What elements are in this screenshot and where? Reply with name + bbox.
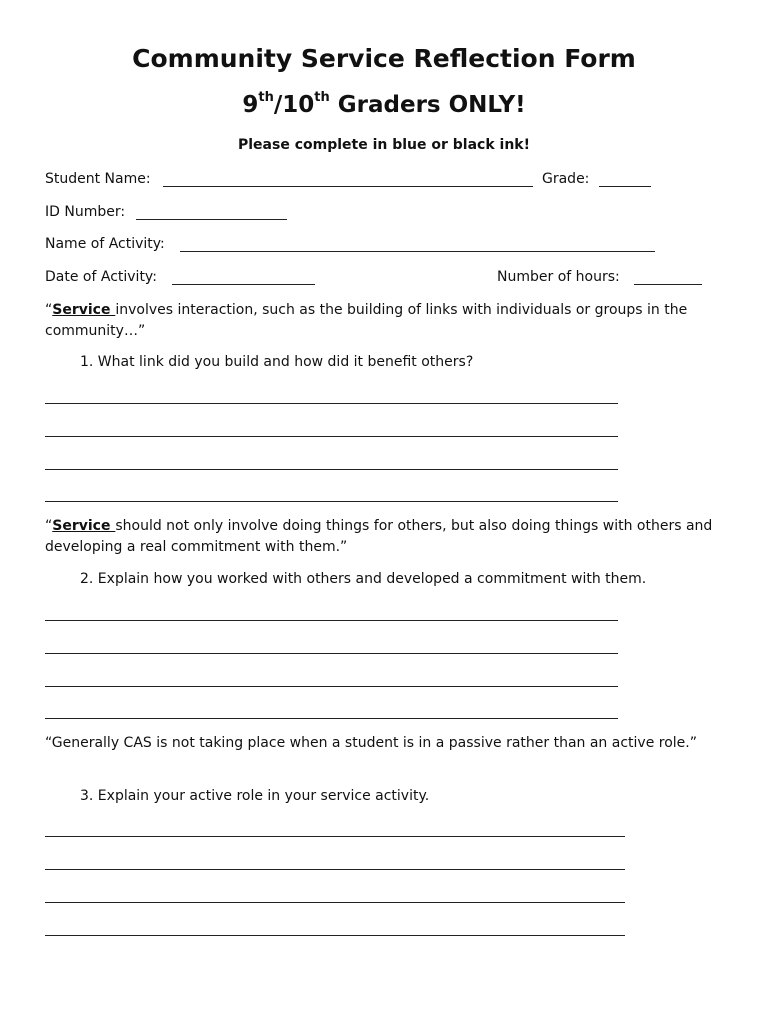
answer-line-2b[interactable] [45,653,618,654]
ink-instruction: Please complete in blue or black ink! [238,137,530,153]
activity-name-label: Name of Activity: [45,236,165,252]
student-name-line[interactable] [163,186,533,187]
answer-line-2a[interactable] [45,620,618,621]
answer-line-1d[interactable] [45,501,618,502]
answer-line-1a[interactable] [45,403,618,404]
answer-line-3b[interactable] [45,869,625,870]
question-3: 3. Explain your active role in your service activity. [80,788,430,804]
service-quote-1: “Service involves interaction, such as the building of links with individuals or groups in the community…” [45,302,688,339]
activity-date-label: Date of Activity: [45,269,157,285]
answer-line-1b[interactable] [45,436,618,437]
hours-line[interactable] [634,284,702,285]
answer-line-2d[interactable] [45,718,618,719]
answer-line-1c[interactable] [45,469,618,470]
service-quote-2: “Service should not only involve doing things for others, but also doing things with others and developing a real commitment with them.” [45,518,713,555]
question-2: 2. Explain how you worked with others and developed a commitment with them. [80,571,647,587]
answer-line-2c[interactable] [45,686,618,687]
answer-line-3a[interactable] [45,836,625,837]
cas-quote: “Generally CAS is not taking place when a student is in a passive rather than an active role.” [45,735,697,751]
grade-heading: 9th/10th Graders ONLY! [242,90,526,118]
answer-line-3d[interactable] [45,935,625,936]
activity-name-line[interactable] [180,251,655,252]
activity-date-line[interactable] [172,284,315,285]
student-name-label: Student Name: [45,171,151,187]
hours-label: Number of hours: [497,269,620,285]
id-number-label: ID Number: [45,204,126,220]
question-1: 1. What link did you build and how did it benefit others? [80,354,474,370]
answer-line-3c[interactable] [45,902,625,903]
grade-label: Grade: [542,171,590,187]
id-number-line[interactable] [136,219,287,220]
grade-line[interactable] [599,186,651,187]
form-title: Community Service Reflection Form [132,44,636,73]
